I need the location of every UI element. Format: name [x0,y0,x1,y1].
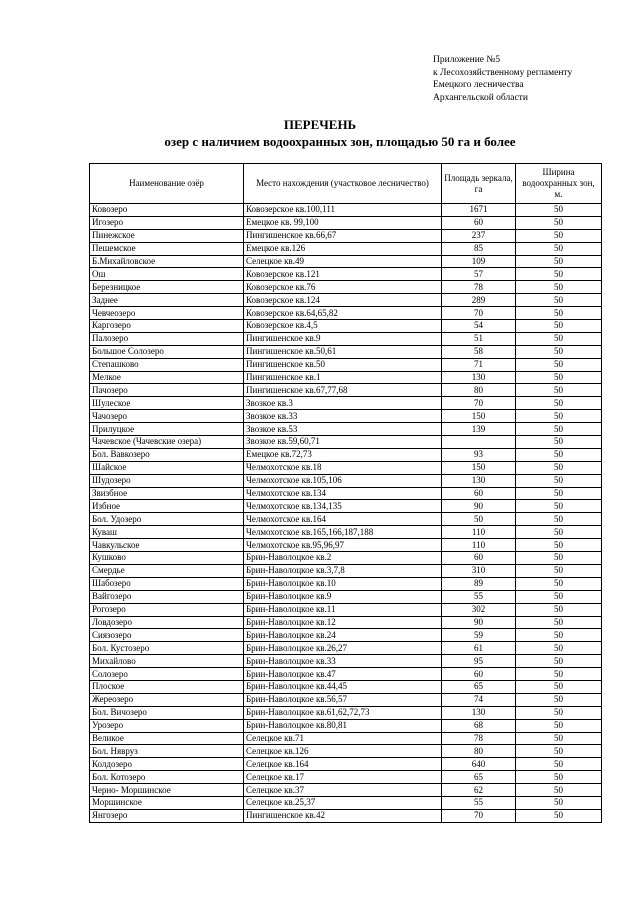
table-row [90,320,602,333]
cell-lake-name: Ош [90,268,244,281]
cell-lake-name: Бол. Котозеро [90,771,244,784]
cell-zone-width: 50 [516,320,602,333]
cell-location: Пингишенское кв.42 [244,809,442,822]
table-row [90,345,602,358]
cell-location: Селецкое кв.49 [244,255,442,268]
cell-zone-width: 50 [516,758,602,771]
cell-lake-name: Шайское [90,461,244,474]
table-row [90,204,602,217]
cell-location: Челмохотское кв.164 [244,513,442,526]
cell-zone-width: 50 [516,384,602,397]
cell-area: 89 [442,577,516,590]
cell-lake-name: Степашково [90,358,244,371]
cell-location: Селецкое кв.37 [244,784,442,797]
cell-zone-width: 50 [516,590,602,603]
table-row [90,384,602,397]
cell-zone-width: 50 [516,771,602,784]
table-row [90,216,602,229]
cell-area: 60 [442,216,516,229]
cell-area: 51 [442,332,516,345]
cell-area: 55 [442,590,516,603]
cell-area: 70 [442,307,516,320]
table-row [90,371,602,384]
table-row [90,668,602,681]
cell-lake-name: Ловдозеро [90,616,244,629]
cell-zone-width: 50 [516,513,602,526]
cell-area: 150 [442,410,516,423]
cell-area: 80 [442,745,516,758]
cell-location: Брин-Наволоцкое кв.11 [244,603,442,616]
cell-area: 640 [442,758,516,771]
cell-zone-width: 50 [516,461,602,474]
cell-lake-name: Янгозеро [90,809,244,822]
header-lake-name: Наименование озёр [90,164,244,204]
cell-zone-width: 50 [516,500,602,513]
cell-location: Брин-Наволоцкое кв.47 [244,668,442,681]
cell-zone-width: 50 [516,539,602,552]
lakes-table [89,163,602,823]
cell-location: Ковозерское кв.64,65,82 [244,307,442,320]
cell-lake-name: Пешемское [90,242,244,255]
cell-area: 71 [442,358,516,371]
cell-lake-name: Пинежское [90,229,244,242]
table-row [90,332,602,345]
table-row [90,410,602,423]
table-row [90,397,602,410]
cell-lake-name: Сиязозеро [90,629,244,642]
table-row [90,500,602,513]
table-row [90,745,602,758]
cell-lake-name: Кушково [90,552,244,565]
cell-zone-width: 50 [516,474,602,487]
cell-location: Звозкое кв.33 [244,410,442,423]
table-row [90,539,602,552]
cell-location: Челмохотское кв.105,106 [244,474,442,487]
cell-zone-width: 50 [516,784,602,797]
table-header-row [90,164,602,204]
cell-zone-width: 50 [516,629,602,642]
cell-location: Емецкое кв.126 [244,242,442,255]
cell-lake-name: Вайгозеро [90,590,244,603]
table-row [90,693,602,706]
cell-lake-name: Шабозеро [90,577,244,590]
cell-area: 70 [442,397,516,410]
cell-area: 90 [442,616,516,629]
cell-zone-width: 50 [516,552,602,565]
cell-zone-width: 50 [516,204,602,217]
cell-location: Звозкое кв.3 [244,397,442,410]
cell-zone-width: 50 [516,642,602,655]
cell-zone-width: 50 [516,526,602,539]
cell-location: Брин-Наволоцкое кв.33 [244,655,442,668]
table-row [90,564,602,577]
table-row [90,796,602,809]
cell-location: Емецкое кв. 99,100 [244,216,442,229]
cell-area: 1671 [442,204,516,217]
cell-lake-name: Шулеское [90,397,244,410]
cell-location: Селецкое кв.126 [244,745,442,758]
document-subtitle: озер с наличием водоохранных зон, площадью 50 га и более [164,134,516,149]
cell-area: 93 [442,448,516,461]
cell-zone-width: 50 [516,603,602,616]
cell-lake-name: Бол. Кустозеро [90,642,244,655]
table-row [90,461,602,474]
cell-lake-name: Бол. Нявруз [90,745,244,758]
cell-lake-name: Плоское [90,680,244,693]
cell-lake-name: Михайлово [90,655,244,668]
cell-zone-width: 50 [516,719,602,732]
cell-location: Брин-Наволоцкое кв.24 [244,629,442,642]
cell-area: 139 [442,423,516,436]
cell-lake-name: Куваш [90,526,244,539]
cell-area: 62 [442,784,516,797]
cell-area: 289 [442,294,516,307]
cell-location: Селецкое кв.71 [244,732,442,745]
cell-area: 95 [442,655,516,668]
cell-zone-width: 50 [516,397,602,410]
cell-area: 58 [442,345,516,358]
cell-lake-name: Чачевское (Чачевские озера) [90,436,244,449]
cell-location: Пингишенское кв.66,67 [244,229,442,242]
cell-location: Звозкое кв.53 [244,423,442,436]
table-body [90,204,602,823]
table-row [90,809,602,822]
cell-location: Пингишенское кв.9 [244,332,442,345]
cell-lake-name: Урозеро [90,719,244,732]
table-row [90,616,602,629]
cell-zone-width: 50 [516,655,602,668]
cell-area: 57 [442,268,516,281]
appendix-line: к Лесохозяйственному регламенту [433,67,573,78]
appendix-line: Архангельской области [433,92,528,103]
cell-area: 85 [442,242,516,255]
cell-area: 60 [442,487,516,500]
cell-location: Брин-Наволоцкое кв.9 [244,590,442,603]
cell-zone-width: 50 [516,616,602,629]
cell-area: 110 [442,526,516,539]
cell-lake-name: Ковозеро [90,204,244,217]
cell-location: Ковозерское кв.4,5 [244,320,442,333]
table-row [90,784,602,797]
cell-location: Селецкое кв.17 [244,771,442,784]
cell-lake-name: Чавкульское [90,539,244,552]
cell-lake-name: Чачозеро [90,410,244,423]
cell-area: 59 [442,629,516,642]
cell-area [442,436,516,449]
table-row [90,358,602,371]
cell-zone-width: 50 [516,268,602,281]
cell-zone-width: 50 [516,487,602,500]
cell-area: 237 [442,229,516,242]
cell-location: Челмохотское кв.134,135 [244,500,442,513]
cell-area: 61 [442,642,516,655]
table-row [90,771,602,784]
header-area: Площадь зеркала, га [442,164,516,204]
cell-zone-width: 50 [516,423,602,436]
cell-zone-width: 50 [516,680,602,693]
cell-area: 54 [442,320,516,333]
cell-zone-width: 50 [516,564,602,577]
cell-zone-width: 50 [516,745,602,758]
cell-zone-width: 50 [516,796,602,809]
table-row [90,590,602,603]
cell-location: Брин-Наволоцкое кв.26,27 [244,642,442,655]
cell-zone-width: 50 [516,668,602,681]
cell-zone-width: 50 [516,732,602,745]
table-row [90,642,602,655]
cell-location: Брин-Наволоцкое кв.3,7,8 [244,564,442,577]
table-row [90,294,602,307]
cell-area: 50 [442,513,516,526]
cell-location: Челмохотское кв.18 [244,461,442,474]
document-title: ПЕРЕЧЕНЬ [283,117,357,132]
appendix-line: Приложение №5 [433,55,501,65]
cell-area: 80 [442,384,516,397]
cell-location: Брин-Наволоцкое кв.80,81 [244,719,442,732]
cell-location: Пингишенское кв.67,77,68 [244,384,442,397]
cell-zone-width: 50 [516,693,602,706]
cell-zone-width: 50 [516,242,602,255]
cell-location: Ковозерское кв.100,111 [244,204,442,217]
cell-area: 78 [442,732,516,745]
table-row [90,577,602,590]
cell-zone-width: 50 [516,281,602,294]
cell-area: 65 [442,680,516,693]
cell-zone-width: 50 [516,436,602,449]
table-row [90,307,602,320]
cell-lake-name: Мелкое [90,371,244,384]
cell-location: Пингишенское кв.1 [244,371,442,384]
table-row [90,719,602,732]
cell-area: 310 [442,564,516,577]
cell-zone-width: 50 [516,706,602,719]
cell-location: Брин-Наволоцкое кв.44,45 [244,680,442,693]
table-row [90,268,602,281]
cell-zone-width: 50 [516,294,602,307]
cell-location: Селецкое кв.25,37 [244,796,442,809]
cell-zone-width: 50 [516,448,602,461]
cell-lake-name: Шудозеро [90,474,244,487]
cell-zone-width: 50 [516,216,602,229]
appendix-note [433,54,572,104]
table-row [90,758,602,771]
table-row [90,629,602,642]
table-row [90,487,602,500]
cell-area: 65 [442,771,516,784]
table-row [90,242,602,255]
cell-lake-name: Игозеро [90,216,244,229]
cell-lake-name: Избное [90,500,244,513]
cell-location: Пингишенское кв.50 [244,358,442,371]
table-row [90,680,602,693]
cell-zone-width: 50 [516,577,602,590]
table-row [90,229,602,242]
table-row [90,513,602,526]
cell-area: 130 [442,706,516,719]
cell-zone-width: 50 [516,809,602,822]
cell-lake-name: Великое [90,732,244,745]
cell-zone-width: 50 [516,345,602,358]
cell-lake-name: Жереозеро [90,693,244,706]
cell-location: Ковозерское кв.76 [244,281,442,294]
cell-area: 55 [442,796,516,809]
cell-area: 110 [442,539,516,552]
table-row [90,255,602,268]
cell-location: Брин-Наволоцкое кв.56,57 [244,693,442,706]
cell-zone-width: 50 [516,371,602,384]
cell-area: 150 [442,461,516,474]
cell-lake-name: Черно- Моршинское [90,784,244,797]
cell-lake-name: Моршинское [90,796,244,809]
cell-area: 130 [442,371,516,384]
cell-area: 130 [442,474,516,487]
cell-lake-name: Звизбное [90,487,244,500]
appendix-line: Емецкого лесничества [433,80,524,90]
table-row [90,732,602,745]
cell-location: Челмохотское кв.134 [244,487,442,500]
cell-lake-name: Каргозеро [90,320,244,333]
cell-lake-name: Заднее [90,294,244,307]
cell-lake-name: Прилуцкое [90,423,244,436]
cell-lake-name: Чевчеозеро [90,307,244,320]
table-row [90,281,602,294]
cell-area: 68 [442,719,516,732]
cell-zone-width: 50 [516,255,602,268]
header-zone-width: Ширина водоохранных зон, м. [516,164,602,204]
cell-location: Селецкое кв.164 [244,758,442,771]
cell-lake-name: Солозеро [90,668,244,681]
cell-location: Брин-Наволоцкое кв.10 [244,577,442,590]
table-row [90,448,602,461]
cell-area: 302 [442,603,516,616]
cell-location: Емецкое кв.72,73 [244,448,442,461]
cell-zone-width: 50 [516,332,602,345]
cell-zone-width: 50 [516,410,602,423]
cell-location: Ковозерское кв.121 [244,268,442,281]
cell-lake-name: Большое Солозеро [90,345,244,358]
cell-location: Ковозерское кв.124 [244,294,442,307]
header-location: Место нахождения (участковое лесничество) [244,164,442,204]
table-row [90,706,602,719]
table-row [90,526,602,539]
cell-location: Брин-Наволоцкое кв.61,62,72,73 [244,706,442,719]
cell-location: Брин-Наволоцкое кв.12 [244,616,442,629]
table-row [90,436,602,449]
cell-lake-name: Б.Михайловское [90,255,244,268]
cell-lake-name: Бол. Вавкозеро [90,448,244,461]
cell-lake-name: Палозеро [90,332,244,345]
cell-area: 70 [442,809,516,822]
cell-location: Брин-Наволоцкое кв.2 [244,552,442,565]
cell-zone-width: 50 [516,358,602,371]
cell-location: Челмохотское кв.165,166,187,188 [244,526,442,539]
cell-area: 60 [442,668,516,681]
cell-lake-name: Березницкое [90,281,244,294]
cell-lake-name: Бол. Вичозеро [90,706,244,719]
table-row [90,474,602,487]
cell-lake-name: Колдозеро [90,758,244,771]
table-row [90,423,602,436]
cell-area: 109 [442,255,516,268]
cell-area: 78 [442,281,516,294]
table-row [90,603,602,616]
cell-lake-name: Пачозеро [90,384,244,397]
cell-area: 90 [442,500,516,513]
cell-lake-name: Рогозеро [90,603,244,616]
cell-location: Пингишенское кв.50,61 [244,345,442,358]
cell-lake-name: Бол. Удозеро [90,513,244,526]
cell-lake-name: Смердье [90,564,244,577]
cell-area: 74 [442,693,516,706]
table-row [90,655,602,668]
cell-zone-width: 50 [516,229,602,242]
cell-area: 60 [442,552,516,565]
cell-location: Звозкое кв.59,60,71 [244,436,442,449]
cell-zone-width: 50 [516,307,602,320]
cell-location: Челмохотское кв.95,96,97 [244,539,442,552]
table-row [90,552,602,565]
